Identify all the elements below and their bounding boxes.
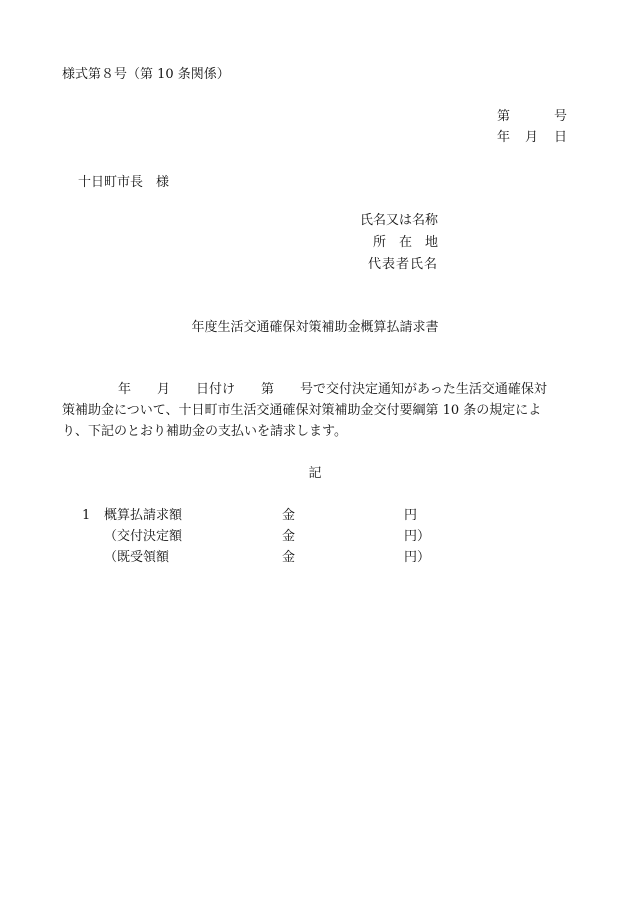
request-body [62, 379, 567, 442]
item-row [0, 528, 630, 545]
item-currency: 金 [282, 550, 296, 565]
item-unit: 円） [404, 550, 431, 565]
body-line-1: 年 月 日付け 第 号で交付決定通知があった生活交通確保対 [118, 382, 547, 397]
date-day: 日 [553, 130, 567, 145]
addressee: 十日町市長 様 [78, 175, 170, 190]
applicant-name-label: 氏名又は名称 [359, 213, 438, 228]
record-mark: 記 [308, 466, 322, 481]
number-suffix: 号 [553, 109, 567, 124]
applicant-address-label: 所 在 地 [372, 235, 438, 250]
item-currency: 金 [282, 529, 296, 544]
document-number-line [497, 108, 567, 125]
body-line-2: 策補助金について、十日町市生活交通確保対策補助金交付要綱第 10 条の規定によ [62, 403, 542, 418]
item-row [0, 549, 630, 566]
item-unit: 円 [404, 508, 418, 523]
item-unit: 円） [404, 529, 431, 544]
date-line [497, 129, 567, 146]
item-label: （既受領額 [104, 550, 170, 565]
item-number: 1 [82, 508, 91, 523]
date-year: 年 [497, 130, 511, 145]
number-prefix: 第 [497, 109, 511, 124]
body-line-3: り、下記のとおり補助金の支払いを請求します。 [62, 424, 347, 439]
item-row [0, 507, 630, 524]
document-title: 年度生活交通確保対策補助金概算払請求書 [191, 320, 439, 335]
date-month: 月 [525, 130, 539, 145]
form-number: 様式第８号（第 10 条関係） [62, 67, 230, 82]
item-currency: 金 [282, 508, 296, 523]
item-label: 概算払請求額 [104, 508, 183, 523]
item-label: （交付決定額 [104, 529, 183, 544]
applicant-representative-label: 代表者氏名 [367, 257, 438, 272]
